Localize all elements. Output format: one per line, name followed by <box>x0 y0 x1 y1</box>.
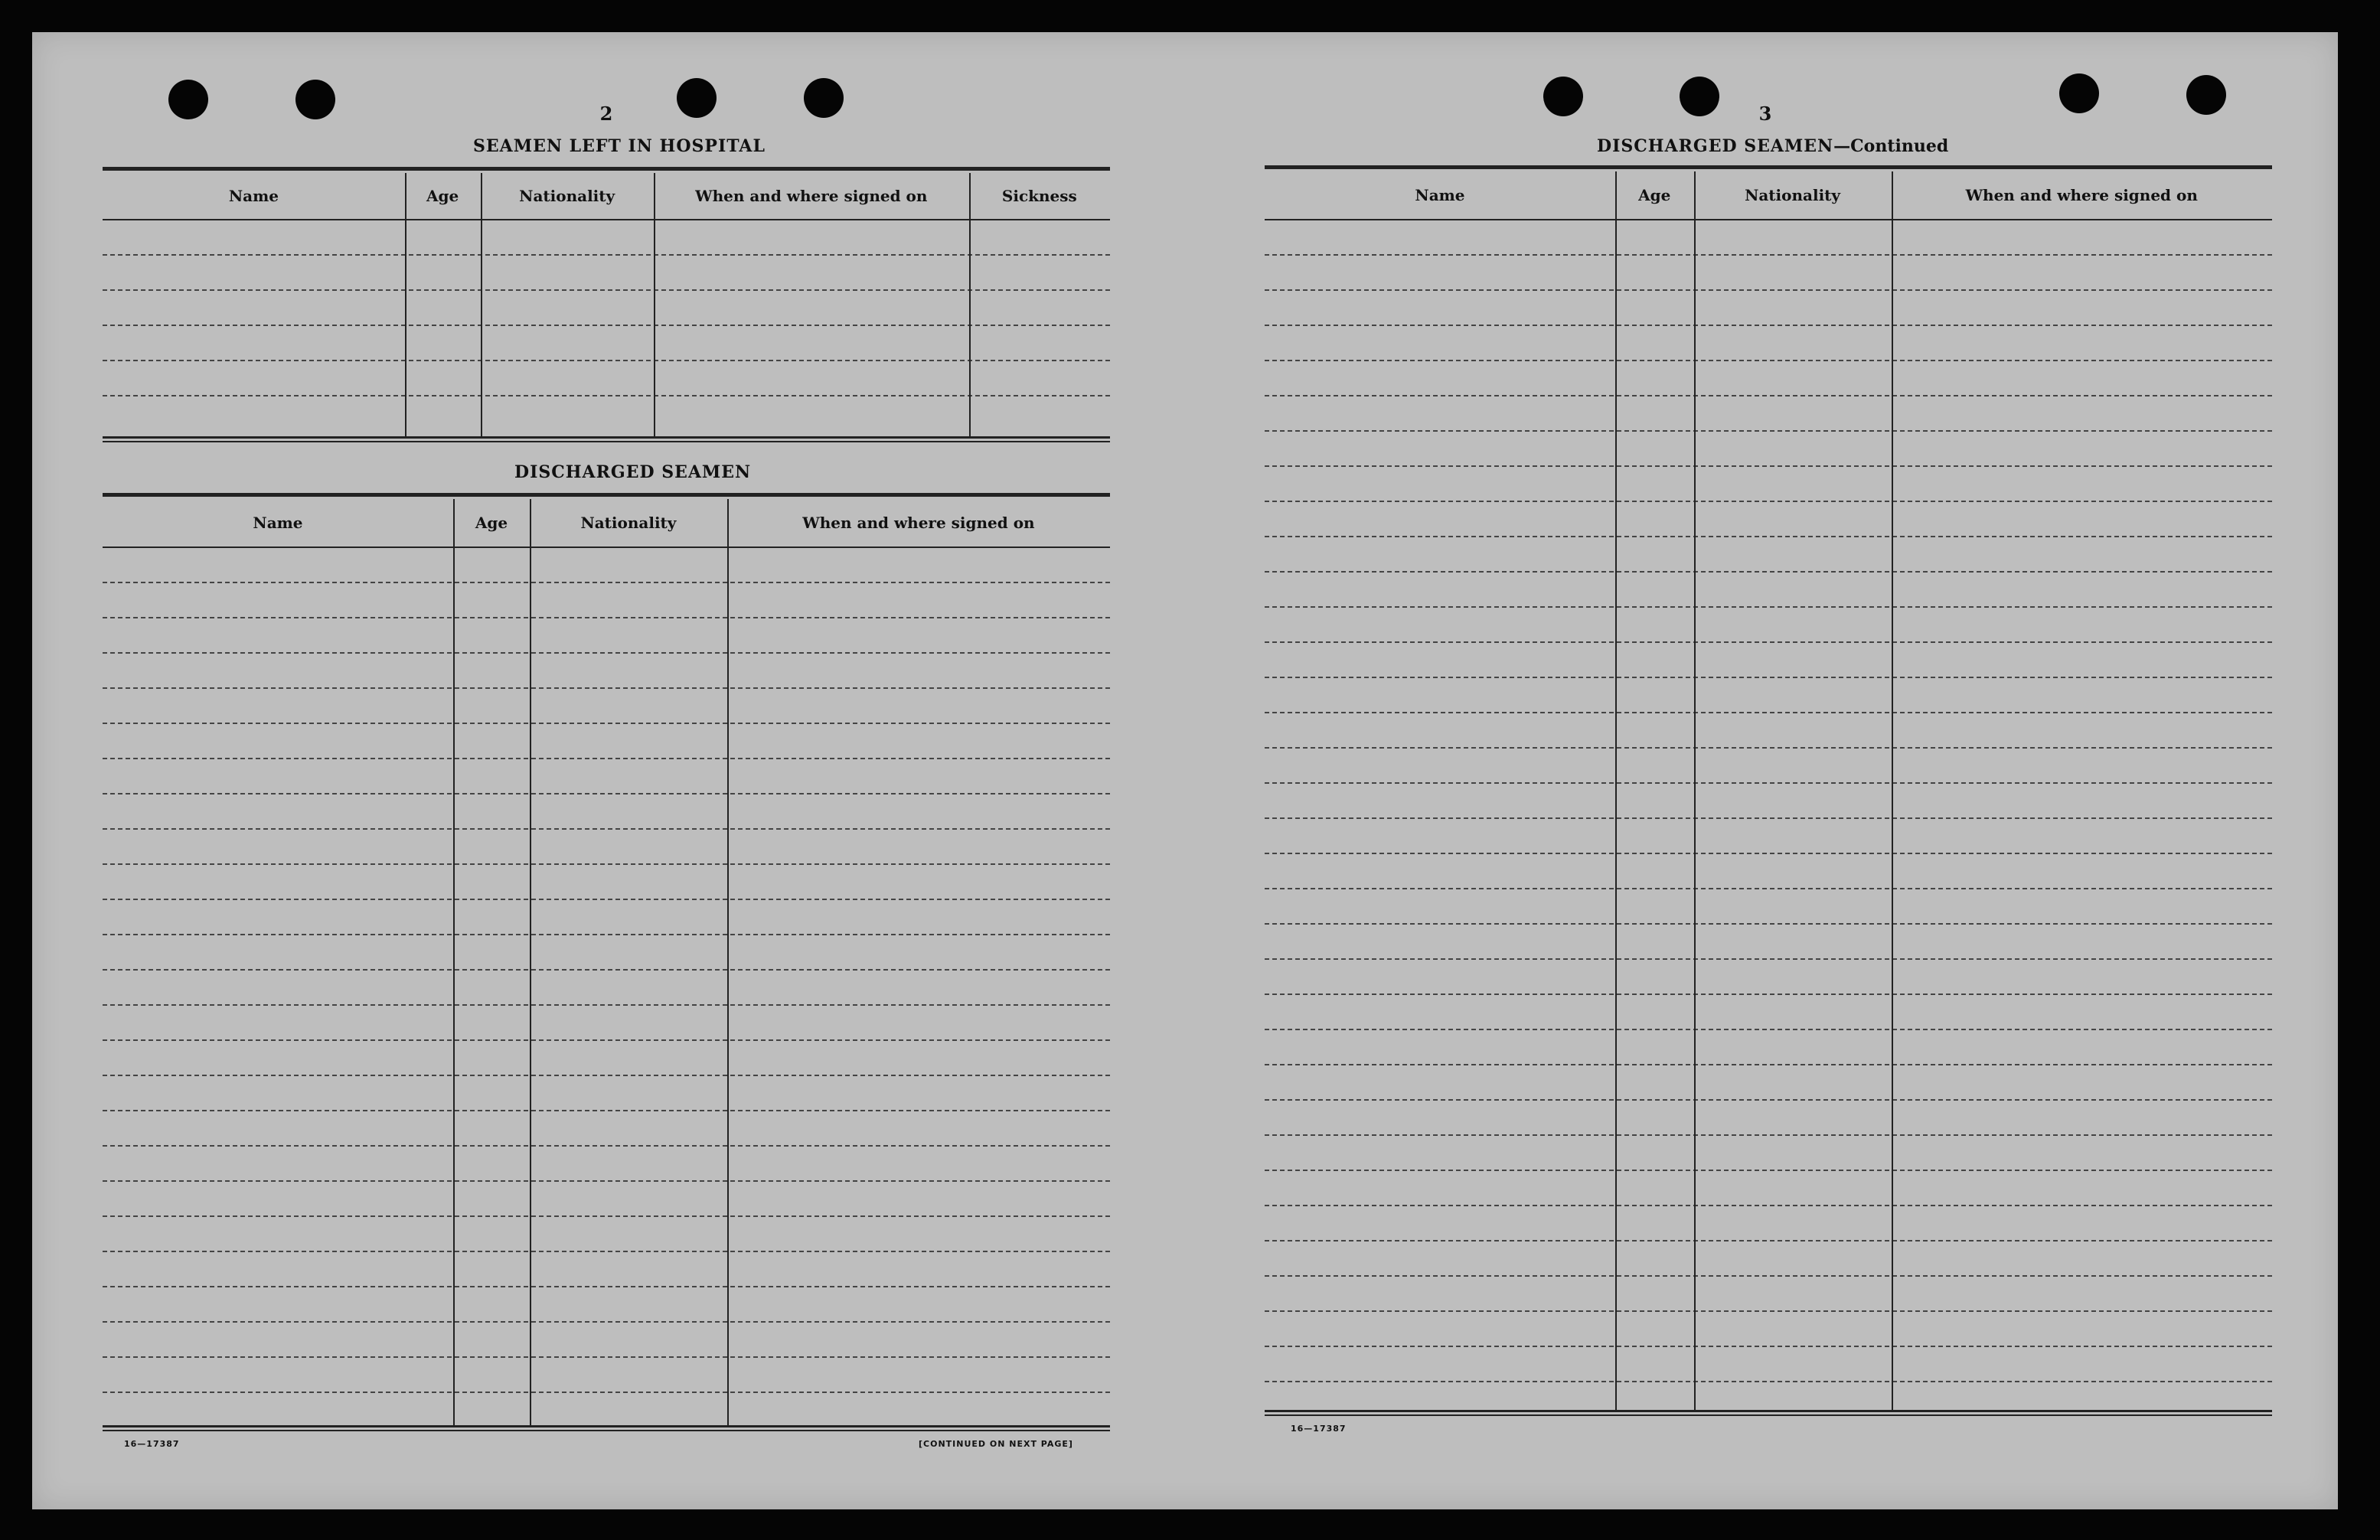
ledger-row-line <box>1265 536 2272 537</box>
ledger-row-line <box>1265 993 2272 995</box>
column-header-age: Age <box>1638 186 1671 204</box>
ledger-row-line <box>1265 677 2272 678</box>
header-rule <box>1265 219 2272 220</box>
ledger-row-line <box>103 828 1110 830</box>
hospital-ledger <box>103 167 1110 441</box>
continued-note: [CONTINUED ON NEXT PAGE] <box>919 1439 1073 1449</box>
ledger-row-line <box>103 1075 1110 1076</box>
column-header-nationality: Nationality <box>1745 186 1841 204</box>
ledger-row-line <box>1265 430 2272 432</box>
ledger-row-line <box>103 758 1110 759</box>
ledger-row-line <box>103 617 1110 618</box>
ledger-row-line <box>1265 1170 2272 1171</box>
ledger-row-line <box>103 969 1110 971</box>
ledger-header <box>1265 171 2272 219</box>
ledger-row-line <box>1265 1134 2272 1136</box>
column-divider <box>530 499 531 1427</box>
ledger-bottom-rule <box>103 1425 1110 1431</box>
ledger-row-line <box>103 687 1110 689</box>
column-header-age: Age <box>426 187 459 205</box>
column-divider <box>727 499 729 1427</box>
ledger-row-line <box>103 1392 1110 1393</box>
ledger-row-line <box>103 289 1110 291</box>
ledger-row-line <box>1265 888 2272 889</box>
ledger-row-line <box>103 582 1110 583</box>
ledger-bottom-rule <box>1265 1410 2272 1416</box>
column-divider <box>453 499 455 1427</box>
discharged-section-title: DISCHARGED SEAMEN <box>514 462 752 482</box>
column-header-when-and-where-signed-on: When and where signed on <box>1965 186 2198 204</box>
ledger-row-line <box>103 1251 1110 1252</box>
discharged-continued-ledger <box>1265 165 2272 1414</box>
punch-hole <box>1543 77 1583 116</box>
punch-hole <box>295 80 335 119</box>
ledger-row-line <box>1265 817 2272 819</box>
ledger-row-line <box>1265 501 2272 502</box>
ledger-row-line <box>103 1286 1110 1287</box>
discharged-continued-title <box>1597 136 1948 156</box>
form-number-left: 16—17387 <box>124 1439 180 1449</box>
column-divider <box>405 173 406 438</box>
ledger-top-rule <box>103 493 1110 497</box>
ledger-header <box>103 499 1110 547</box>
discharged-continued-title-main: DISCHARGED SEAMEN <box>1597 136 1834 156</box>
column-divider <box>654 173 655 438</box>
ledger-row-line <box>103 863 1110 865</box>
discharged-ledger <box>103 493 1110 1430</box>
column-divider <box>481 173 482 438</box>
column-header-when-and-where-signed-on: When and where signed on <box>802 514 1035 532</box>
ledger-row-line <box>1265 1346 2272 1347</box>
ledger-row-line <box>103 723 1110 724</box>
punch-hole <box>1680 77 1719 116</box>
ledger-row-line <box>1265 325 2272 326</box>
column-header-age: Age <box>475 514 508 532</box>
page-number-left: 2 <box>599 103 613 125</box>
ledger-row-line <box>1265 923 2272 925</box>
ledger-row-line <box>1265 782 2272 784</box>
ledger-row-line <box>103 1039 1110 1041</box>
ledger-row-line <box>1265 571 2272 573</box>
ledger-row-line <box>103 1145 1110 1147</box>
ledger-row-line <box>1265 289 2272 291</box>
column-divider <box>1615 171 1617 1411</box>
page-number-right: 3 <box>1758 103 1772 125</box>
ledger-row-line <box>103 934 1110 935</box>
ledger-row-line <box>103 395 1110 396</box>
punch-hole <box>168 80 208 119</box>
ledger-row-line <box>103 1356 1110 1358</box>
column-divider <box>969 173 971 438</box>
ledger-row-line <box>1265 465 2272 467</box>
ledger-row-line <box>1265 1275 2272 1277</box>
ledger-row-line <box>1265 1381 2272 1382</box>
discharged-continued-title-suffix: —Continued <box>1833 136 1949 156</box>
ledger-row-line <box>1265 853 2272 854</box>
form-number-right: 16—17387 <box>1291 1424 1347 1434</box>
column-header-name: Name <box>253 514 303 532</box>
ledger-row-line <box>103 1004 1110 1006</box>
ledger-row-line <box>1265 1205 2272 1206</box>
header-rule <box>103 547 1110 548</box>
ledger-row-line <box>1265 395 2272 396</box>
ledger-row-line <box>103 1180 1110 1182</box>
column-divider <box>1892 171 1893 1411</box>
ledger-row-line <box>1265 360 2272 361</box>
punch-hole <box>2186 75 2226 115</box>
ledger-top-rule <box>103 167 1110 171</box>
ledger-row-line <box>1265 1099 2272 1101</box>
ledger-top-rule <box>1265 165 2272 169</box>
ledger-row-line <box>103 652 1110 654</box>
ledger-row-line <box>103 1215 1110 1217</box>
ledger-row-line <box>1265 641 2272 643</box>
ledger-row-line <box>1265 712 2272 713</box>
column-header-nationality: Nationality <box>580 514 677 532</box>
ledger-row-line <box>1265 254 2272 256</box>
ledger-row-line <box>1265 606 2272 608</box>
ledger-bottom-rule <box>103 436 1110 442</box>
column-header-sickness: Sickness <box>1001 187 1077 205</box>
ledger-row-line <box>1265 1310 2272 1312</box>
ledger-row-line <box>103 1110 1110 1111</box>
hospital-section-title: SEAMEN LEFT IN HOSPITAL <box>473 136 766 156</box>
ledger-row-line <box>103 1321 1110 1323</box>
column-header-when-and-where-signed-on: When and where signed on <box>695 187 928 205</box>
ledger-row-line <box>103 254 1110 256</box>
ledger-row-line <box>103 325 1110 326</box>
ledger-row-line <box>1265 747 2272 749</box>
punch-hole <box>804 78 844 118</box>
column-header-name: Name <box>228 187 279 205</box>
ledger-row-line <box>103 360 1110 361</box>
ledger-row-line <box>103 899 1110 900</box>
column-header-name: Name <box>1415 186 1465 204</box>
ledger-row-line <box>1265 1240 2272 1241</box>
header-rule <box>103 219 1110 220</box>
column-divider <box>1694 171 1696 1411</box>
ledger-header <box>103 173 1110 219</box>
ledger-row-line <box>1265 958 2272 960</box>
ledger-row-line <box>1265 1029 2272 1030</box>
ledger-row-line <box>1265 1064 2272 1065</box>
punch-hole <box>677 78 717 118</box>
ledger-row-line <box>103 793 1110 794</box>
punch-hole <box>2059 73 2099 113</box>
column-header-nationality: Nationality <box>519 187 615 205</box>
